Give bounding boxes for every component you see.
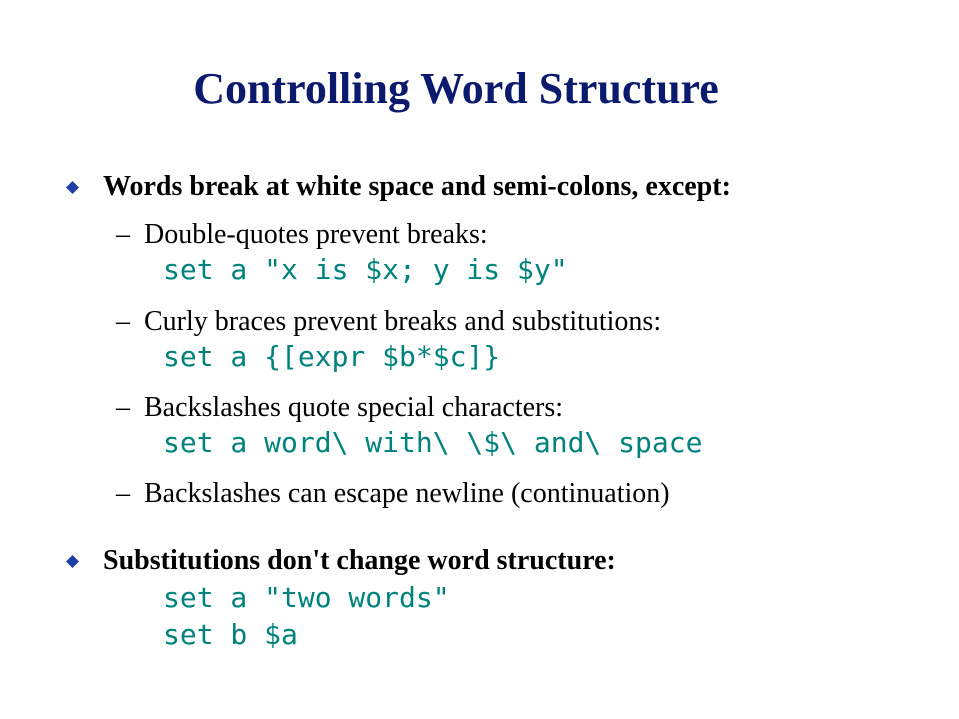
dash-marker: – xyxy=(116,219,130,250)
diamond-icon xyxy=(66,181,79,194)
sub-bullet-text: Curly braces prevent breaks and substitutions: xyxy=(144,306,662,337)
sub-bullet-text: Backslashes can escape newline (continuation) xyxy=(144,478,670,509)
code-line: set a {[expr $b*$c]} xyxy=(163,340,501,373)
dash-marker: – xyxy=(116,392,130,423)
dash-marker: – xyxy=(116,306,130,337)
slide-title: Controlling Word Structure xyxy=(193,64,719,113)
code-line: set a word\ with\ \$\ and\ space xyxy=(163,426,703,459)
bullet-text: Words break at white space and semi-colons, except: xyxy=(103,171,731,202)
diamond-icon xyxy=(66,555,79,568)
code-line: set a "two words" xyxy=(163,581,450,614)
sub-bullet-text: Double-quotes prevent breaks: xyxy=(144,219,488,250)
code-line: set a "x is $x; y is $y" xyxy=(163,253,568,286)
bullet-text: Substitutions don't change word structure: xyxy=(103,545,616,576)
sub-bullet-text: Backslashes quote special characters: xyxy=(144,392,564,423)
code-line: set b $a xyxy=(163,618,298,651)
dash-marker: – xyxy=(116,478,130,509)
